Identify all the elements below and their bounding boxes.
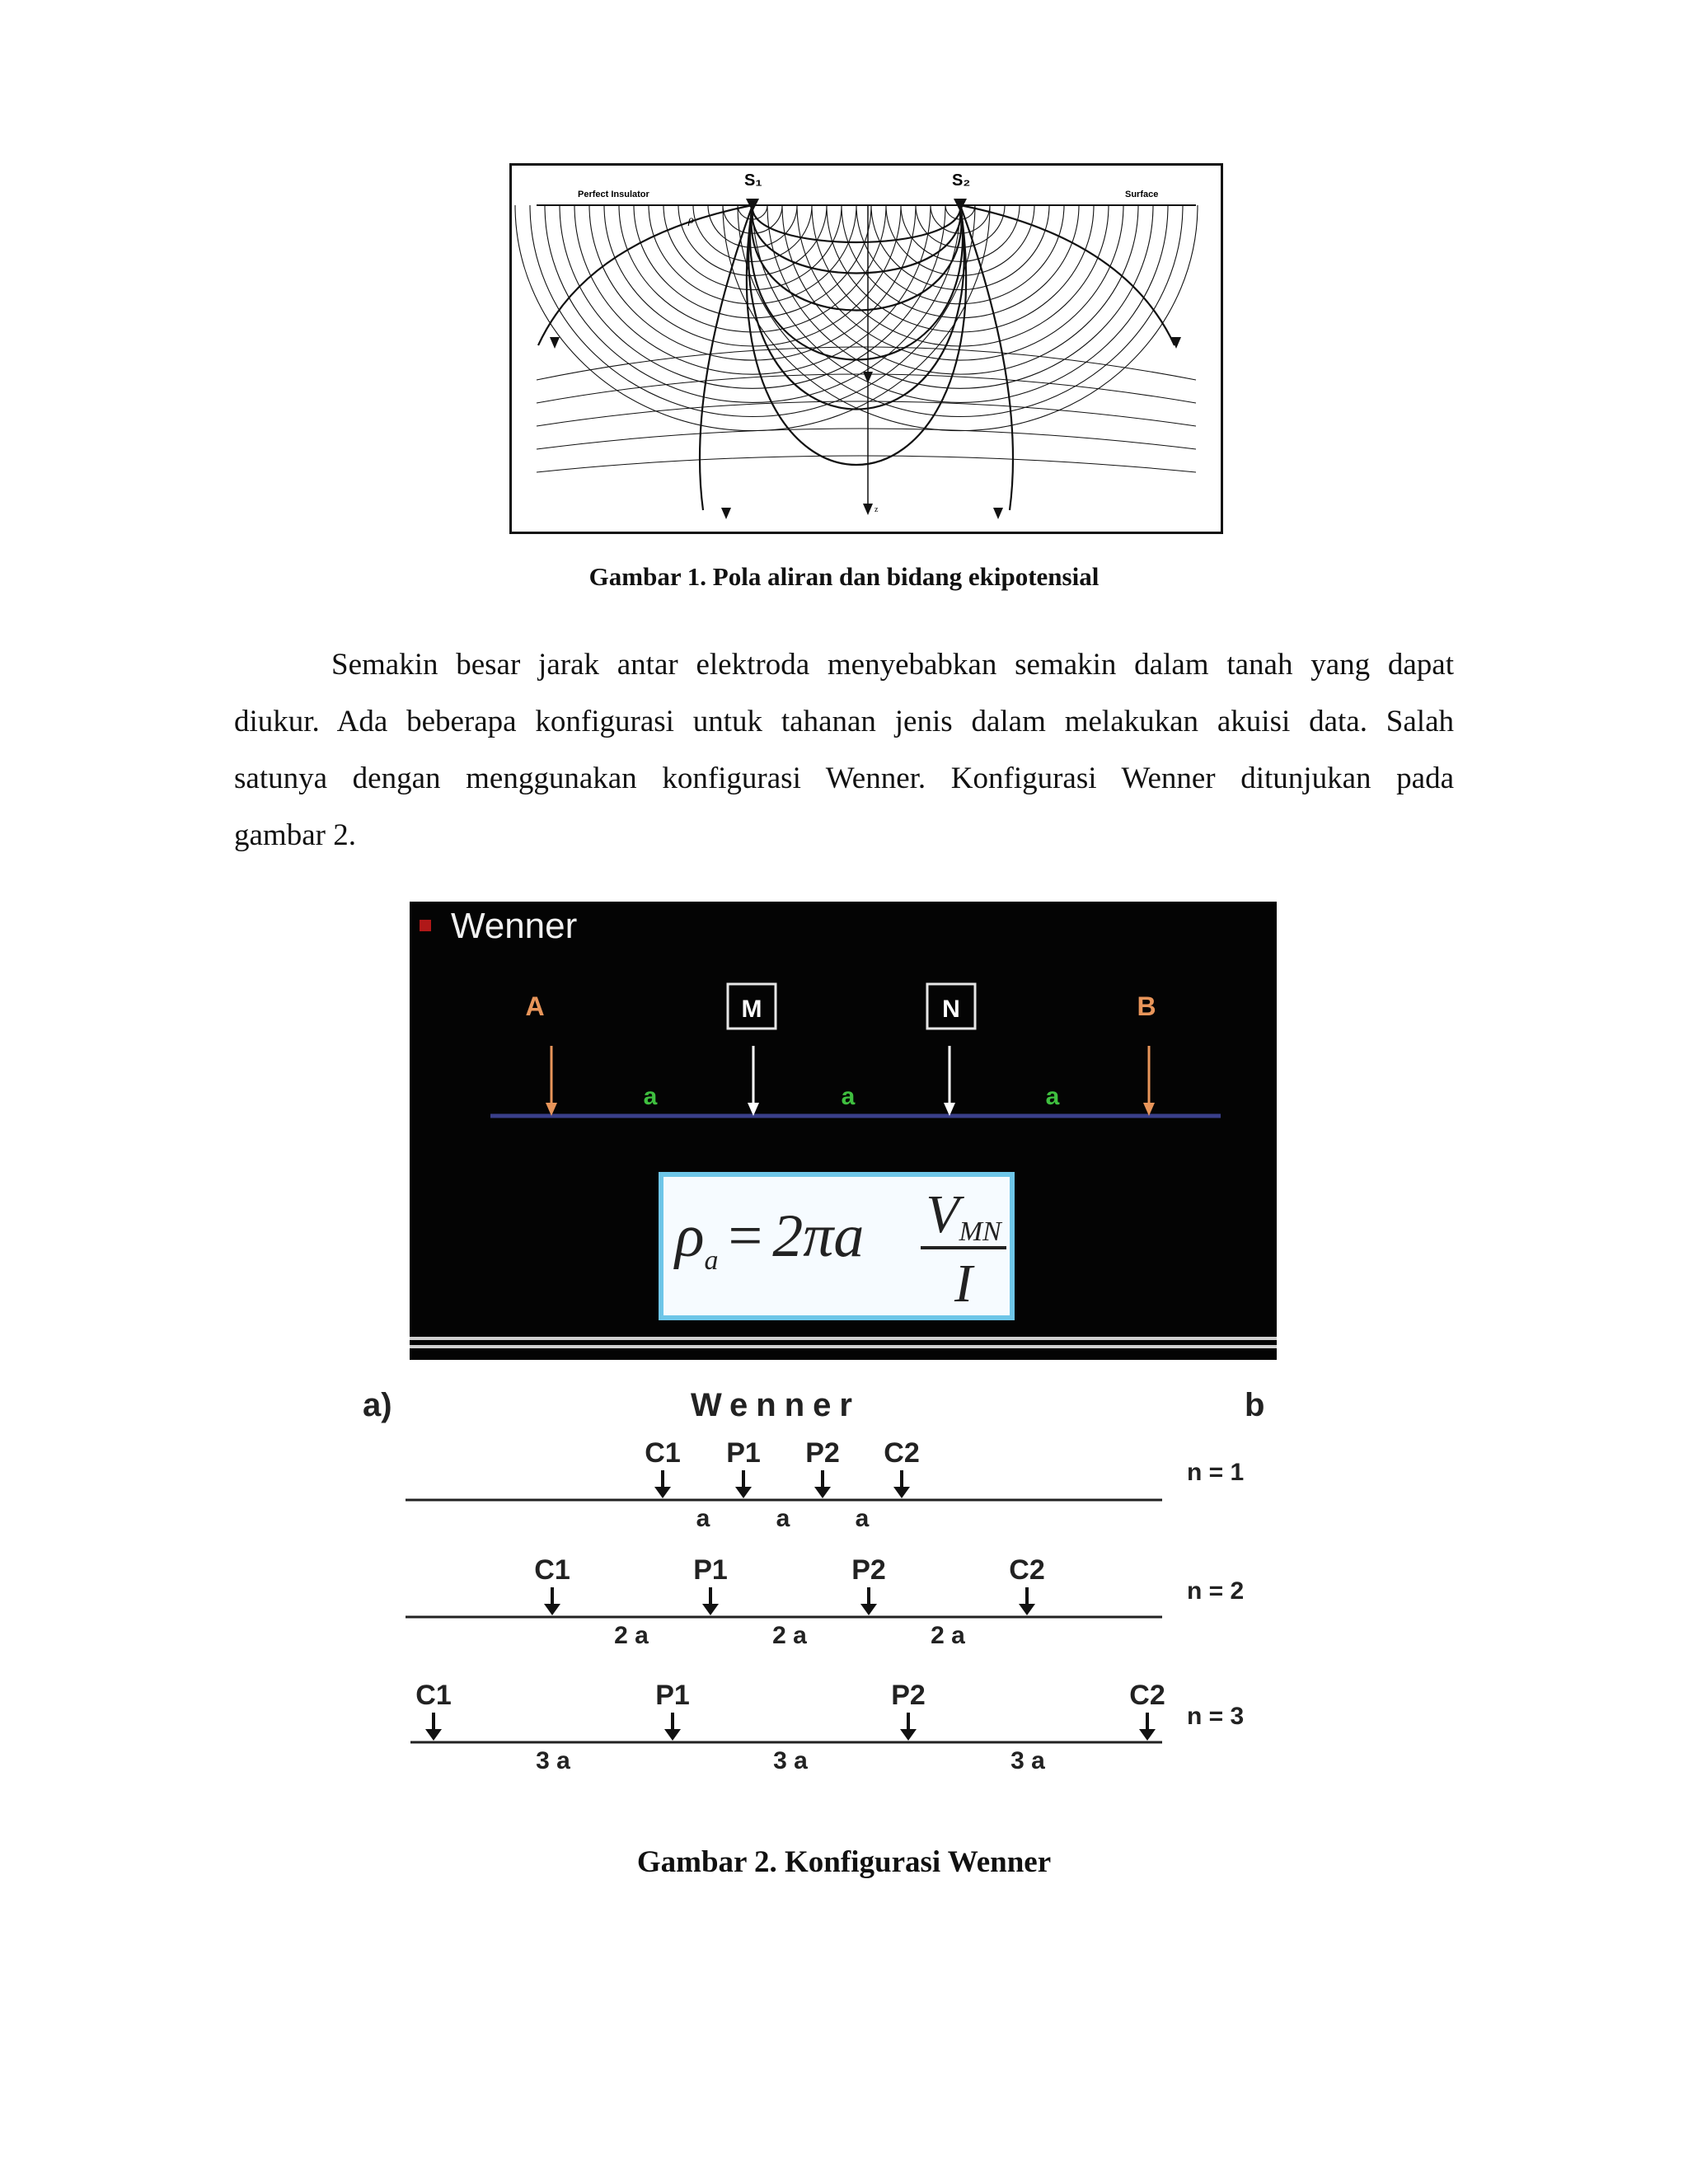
equipotential-line bbox=[537, 429, 1196, 449]
electrode-label: C1 bbox=[534, 1554, 570, 1586]
figure2-caption: Gambar 2. Konfigurasi Wenner bbox=[636, 1845, 1052, 1879]
spacing-label: 3 a bbox=[536, 1747, 570, 1774]
electrode-label: C2 bbox=[1129, 1680, 1165, 1711]
n-level-label: n = 2 bbox=[1187, 1577, 1245, 1605]
n-level-label: n = 3 bbox=[1187, 1703, 1245, 1730]
spacing-label: a bbox=[855, 1505, 870, 1532]
title-bullet-icon bbox=[420, 920, 431, 931]
flow-line bbox=[747, 205, 966, 465]
diagram-label-b: b bbox=[1245, 1387, 1265, 1423]
paragraph-line: satunya dengan menggunakan konfigurasi Wenner. Konfigurasi Wenner ditunjukan pada bbox=[234, 762, 1454, 795]
perfect-insulator-label: Perfect Insulator bbox=[578, 190, 649, 199]
flow-and-equipotential-lines bbox=[515, 205, 1198, 519]
arrow-down-icon bbox=[664, 1729, 681, 1741]
flow-line bbox=[752, 205, 960, 274]
wenner-panel bbox=[410, 902, 1277, 1360]
paragraph-line: Semakin besar jarak antar elektroda menyebabkan semakin dalam tanah yang dapat bbox=[331, 648, 1454, 682]
electrode-b-label: B bbox=[1137, 991, 1156, 1021]
spacing-label: a bbox=[1045, 1083, 1060, 1110]
equipotential-line bbox=[537, 401, 1196, 426]
arrow-down-icon bbox=[1139, 1729, 1156, 1741]
rho-label: ρ bbox=[688, 214, 694, 227]
formula-denominator: I bbox=[954, 1254, 973, 1314]
spacing-label: a bbox=[841, 1083, 856, 1110]
formula-voltage-subscript: MN bbox=[959, 1216, 1001, 1247]
formula-rho: ρ bbox=[675, 1202, 705, 1270]
equipotential-diagram bbox=[512, 166, 1221, 532]
wenner-n-diagram bbox=[354, 1360, 1294, 1797]
flow-line bbox=[748, 205, 964, 410]
electrode-label: P1 bbox=[655, 1680, 690, 1711]
electrode-label: C2 bbox=[1009, 1554, 1045, 1586]
arrow-down-icon bbox=[814, 1487, 831, 1498]
diagram-rows bbox=[406, 1437, 1244, 1774]
spacing-label: 2 a bbox=[931, 1622, 965, 1649]
arrow-down-icon bbox=[654, 1487, 671, 1498]
arrow-down-icon bbox=[425, 1729, 442, 1741]
spacing-label: 2 a bbox=[614, 1622, 649, 1649]
source1-label: S₁ bbox=[744, 171, 762, 190]
flow-line bbox=[960, 205, 1013, 510]
paragraph-line: diukur. Ada beberapa konfigurasi untuk tahanan jenis dalam melakukan akuisi data. Salah bbox=[234, 705, 1454, 738]
formula-rho-subscript: a bbox=[704, 1245, 719, 1276]
electrode-label: P1 bbox=[726, 1437, 761, 1469]
depth-axis-arrow-icon bbox=[863, 504, 873, 515]
formula-box bbox=[659, 1172, 1015, 1320]
formula-numerator bbox=[921, 1183, 1006, 1247]
electrode-a-label: A bbox=[525, 991, 545, 1021]
flow-arrow-icon bbox=[721, 508, 731, 519]
spacing-label: a bbox=[776, 1505, 790, 1532]
formula-voltage: V bbox=[926, 1184, 959, 1244]
z-label: z bbox=[874, 505, 879, 514]
diagram-title: Wenner bbox=[691, 1387, 860, 1423]
flow-line bbox=[538, 205, 753, 345]
electrode-m-label: M bbox=[741, 996, 762, 1023]
flow-line bbox=[750, 205, 963, 360]
formula-fraction bbox=[921, 1183, 1006, 1315]
panel-stripe bbox=[410, 1345, 1277, 1348]
arrow-down-icon bbox=[1019, 1604, 1035, 1615]
spacing-label: a bbox=[643, 1083, 658, 1110]
spacing-label: 3 a bbox=[773, 1747, 808, 1774]
electrode-label: P2 bbox=[851, 1554, 886, 1586]
electrode-label: C1 bbox=[645, 1437, 681, 1469]
flow-line bbox=[960, 205, 1175, 345]
electrode-label: C1 bbox=[415, 1680, 452, 1711]
electrode-label: C2 bbox=[884, 1437, 920, 1469]
paragraph-line: gambar 2. bbox=[234, 818, 356, 852]
diagram-row bbox=[406, 1437, 1244, 1532]
diagram-row bbox=[410, 1680, 1244, 1774]
electrode-label: P1 bbox=[693, 1554, 728, 1586]
arrow-down-icon bbox=[893, 1487, 910, 1498]
arrow-down-icon bbox=[702, 1604, 719, 1615]
figure-equipotential bbox=[509, 163, 1223, 534]
formula-coefficient: 2πa bbox=[772, 1202, 865, 1270]
arrow-down-icon bbox=[544, 1604, 560, 1615]
source2-label: S₂ bbox=[952, 171, 971, 190]
surface-label: Surface bbox=[1125, 190, 1159, 199]
n-level-label: n = 1 bbox=[1187, 1459, 1245, 1486]
electrode-label: P2 bbox=[805, 1437, 840, 1469]
panel-stripe bbox=[410, 1337, 1277, 1340]
equipotential-line bbox=[589, 205, 916, 360]
formula-equals: = bbox=[728, 1202, 763, 1270]
arrow-down-icon bbox=[860, 1604, 877, 1615]
equipotential-line bbox=[797, 205, 1123, 360]
diagram-label-a: a) bbox=[363, 1387, 392, 1423]
wenner-formula bbox=[675, 1184, 1001, 1314]
diagram-row bbox=[406, 1554, 1244, 1649]
electrode-label: P2 bbox=[891, 1680, 926, 1711]
electrode-n-label: N bbox=[942, 996, 960, 1023]
spacing-label: 3 a bbox=[1010, 1747, 1045, 1774]
flow-arrow-icon bbox=[993, 508, 1003, 519]
arrow-down-icon bbox=[735, 1487, 752, 1498]
figure1-caption: Gambar 1. Pola aliran dan bidang ekipotensial bbox=[588, 562, 1100, 591]
flow-arrow-icon bbox=[550, 337, 560, 349]
panel-title: Wenner bbox=[451, 906, 578, 946]
arrow-down-icon bbox=[900, 1729, 917, 1741]
spacing-label: a bbox=[696, 1505, 710, 1532]
flow-line bbox=[700, 205, 753, 510]
spacing-label: 2 a bbox=[772, 1622, 807, 1649]
